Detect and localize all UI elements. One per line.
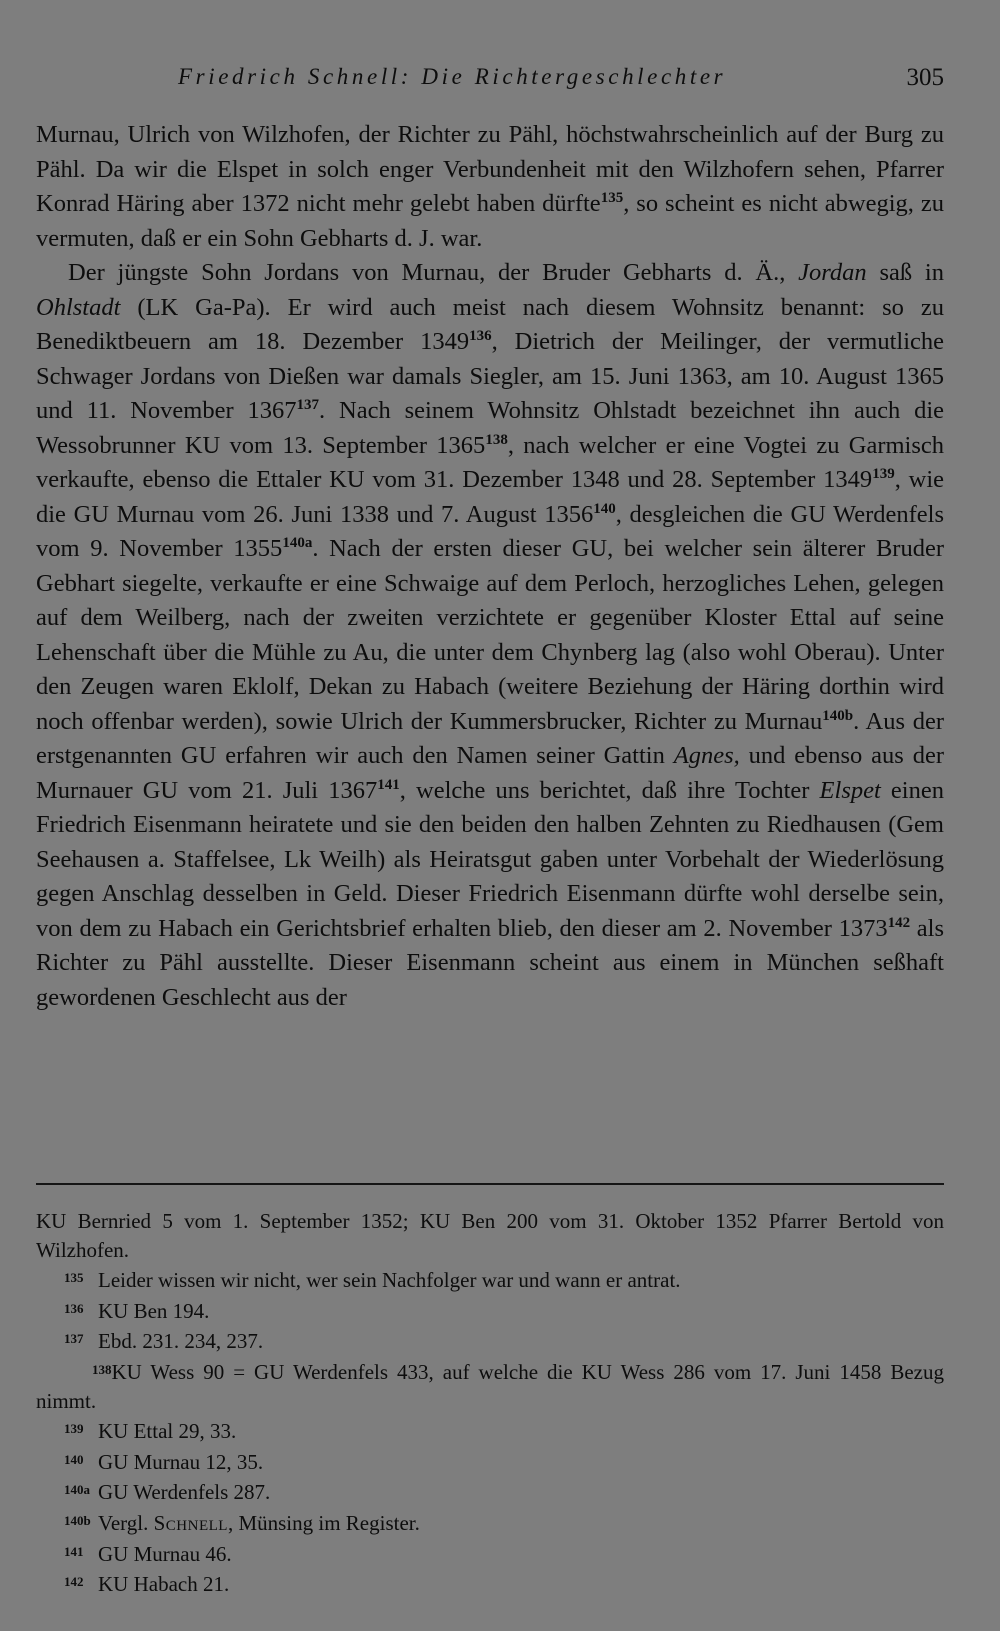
running-title: Friedrich Schnell: Die Richtergeschlechter bbox=[178, 64, 727, 89]
emphasis: Ohlstadt bbox=[36, 293, 121, 321]
footnote: 140 GU Murnau 12, 35. bbox=[36, 1446, 944, 1477]
emphasis: Agnes, bbox=[673, 742, 740, 769]
footnotes bbox=[36, 1207, 944, 1599]
footnote-ref[interactable]: 140b bbox=[822, 707, 854, 724]
footnote: 141 GU Murnau 46. bbox=[36, 1538, 944, 1569]
footnote-number: 140 bbox=[64, 1451, 84, 1467]
footnote-number: 142 bbox=[64, 1574, 84, 1590]
footnote: 142 KU Habach 21. bbox=[36, 1568, 944, 1599]
footnote-ref[interactable]: 136 bbox=[469, 328, 492, 344]
paragraph: Murnau, Ulrich von Wilzhofen, der Richter zu Pähl, höchstwahrscheinlich auf der Burg zu Pähl. Da wir die Elspet in solch enger Verbundenheit mit den Wilzhofern sehen, Pfarrer Konrad Häring aber 1372 nicht mehr gelebt haben dürfte$^{135}$, so scheint es nicht abwegig, zu vermuten, daß er ein Sohn Gebharts d. J. war. bbox=[36, 121, 945, 252]
footnote: 140b Vergl. Schnell, Münsing im Register. bbox=[36, 1507, 944, 1538]
footnote-number: 135 bbox=[64, 1270, 84, 1286]
footnote-ref[interactable]: 137 bbox=[296, 397, 320, 413]
footnote-continuation: KU Bernried 5 vom 1. September 1352; KU Ben 200 vom 31. Oktober 1352 Pfarrer Bertold von Wilzhofen. bbox=[36, 1209, 944, 1262]
footnote-separator bbox=[36, 1183, 944, 1185]
footnote-number: 141 bbox=[64, 1543, 84, 1559]
footnote: 136 KU Ben 194. bbox=[36, 1295, 944, 1326]
footnote: 138KU Wess 90 = GU Werdenfels 433, auf welche die KU Wess 286 vom 17. Juni 1458 Bezug nimmt. bbox=[36, 1356, 944, 1415]
footnote-ref[interactable]: 135 bbox=[600, 190, 624, 206]
footnote-number: 140b bbox=[64, 1512, 91, 1528]
footnote-ref[interactable]: 141 bbox=[377, 776, 400, 793]
author-name: Schnell bbox=[153, 1510, 228, 1535]
footnote-number: 140a bbox=[64, 1482, 90, 1498]
footnote-number: 136 bbox=[64, 1300, 84, 1316]
footnote-ref[interactable]: 142 bbox=[887, 914, 911, 931]
footnote: 139 KU Ettal 29, 33. bbox=[36, 1415, 944, 1446]
main-text bbox=[36, 118, 944, 1015]
footnote: 140a GU Werdenfels 287. bbox=[36, 1476, 944, 1507]
page-header bbox=[0, 58, 1000, 98]
footnote-ref[interactable]: 139 bbox=[872, 466, 895, 482]
footnote-ref[interactable]: 140a bbox=[282, 535, 313, 551]
footnote-ref[interactable]: 140 bbox=[593, 500, 616, 517]
footnote-number: 138 bbox=[92, 1361, 112, 1377]
emphasis: Elspet bbox=[819, 776, 881, 804]
paragraph: Der jüngste Sohn Jordans von Murnau, der Bruder Gebharts d. Ä., Jordan saß in Ohlstadt (LK Ga-Pa). Er wird auch meist nach diesem Wohnsitz benannt: so zu Benediktbeuern am 18. Dezember 1349$^{136}$, Dietrich der Meilinger, der vermutliche Schwager Jordans von Dießen war damals Siegler, am 15. Juni 1363, am 10. August 1365 und 11. November 1367$^{137}$. Nach seinem Wohnsitz Ohlstadt bezeichnet ihn auch die Wessobrunner KU vom 13. September 1365$^{138}$, nach welcher er eine Vogtei zu Garmisch verkaufte, ebenso die Ettaler KU vom 31. Dezember 1348 und 28. September 1349$^{139}$, wie die GU Murnau vom 26. Juni 1338 und 7. August 1356$^{140}$, desgleichen die GU Werdenfels vom 9. November $1355^{140a}$. Nach der ersten dieser GU, bei welcher sein älterer Bruder Gebhart siegelte, verkaufte er eine Schwaige auf dem Perloch, herzogliches Lehen, gelegen auf dem Weilberg, nach der zweiten verzichtete er gegenüber Kloster Ettal auf seine Lehenschaft über die Mühle zu Au, die unter dem Chynberg lag (also wohl Oberau). Unter den Zeugen waren Eklolf, Dekan zu Habach (weitere Beziehung der Häring dorthin wird noch offenbar werden), sowie Ulrich der Kummersbrucker, Richter zu Murnau$^{140b}$. Aus der erstgenannten GU erfahren wir auch den Namen seiner Gattin Agnes, und ebenso aus der Murnauer GU vom 21. Juli 1367$^{141}$, welche uns berichtet, daß ihre Tochter Elspet einen Friedrich Eisenmann heiratete und sie den beiden den halben Zehnten zu Riedhausen (Gem Seehausen a. Staffelsee, Lk Weilh) als Heiratsgut gaben unter Vorbehalt der Wiederlösung gegen Anschlag desselben in Geld. Dieser Friedrich Eisenmann dürfte wohl derselbe sein, von dem zu Habach ein Gerichtsbrief erhalten blieb, den dieser am 2. November 1373$^{142}$ als Richter zu Pähl ausstellte. Dieser Eisenmann scheint aus einem in München seßhaft gewordenen Geschlecht aus der bbox=[36, 259, 945, 1011]
footnote-number: 137 bbox=[64, 1331, 84, 1347]
footnote-number: 139 bbox=[64, 1421, 84, 1437]
emphasis: Jordan bbox=[798, 259, 867, 286]
footnote-ref[interactable]: 138 bbox=[485, 431, 508, 448]
footnote: 135 Leider wissen wir nicht, wer sein Nachfolger war und wann er antrat. bbox=[36, 1264, 944, 1295]
footnote: 137 Ebd. 231. 234, 237. bbox=[36, 1325, 944, 1356]
page-number: 305 bbox=[906, 64, 944, 91]
